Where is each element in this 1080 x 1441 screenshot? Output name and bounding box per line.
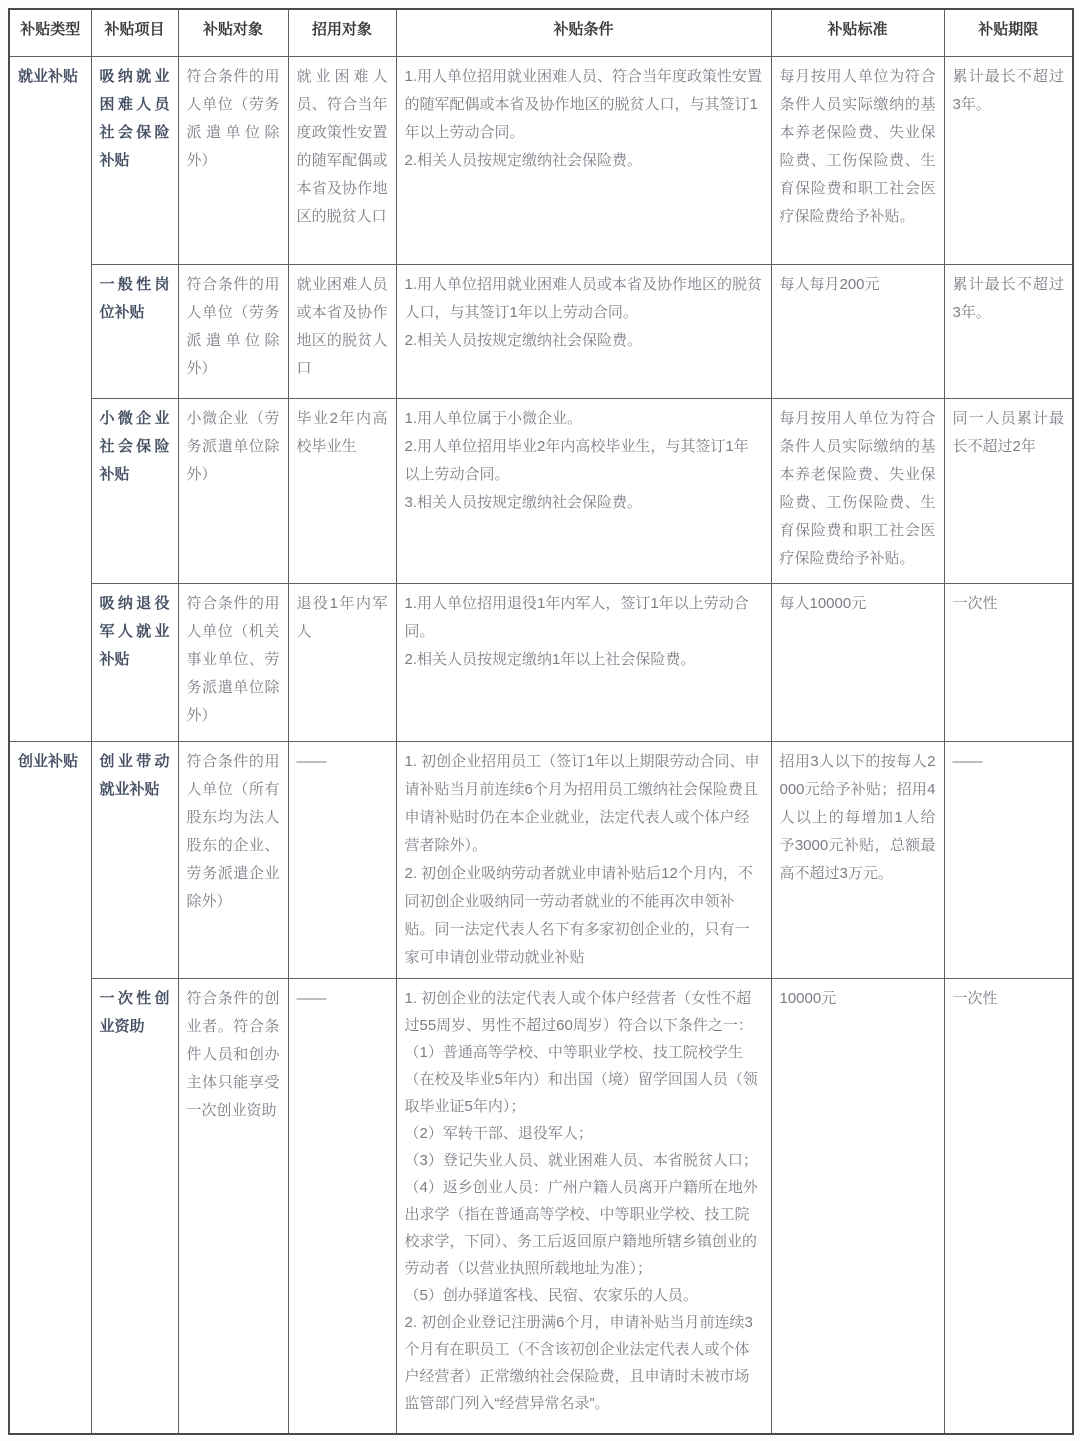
cell-recruit: 毕业2年内高校毕业生 (288, 398, 396, 583)
cell-conditions (396, 264, 771, 398)
cell-standard: 每月按用人单位为符合条件人员实际缴纳的基本养老保险费、失业保险费、工伤保险费、生育保险费和职工社会医疗保险费给予补贴。 (771, 56, 944, 264)
cell-target: 符合条件的用人单位（劳务派遣单位除外） (178, 56, 288, 264)
cell-type-employment: 就业补贴 (9, 56, 91, 741)
table-row (9, 741, 1073, 978)
cell-standard: 每人10000元 (771, 583, 944, 741)
condition-line: 1. 初创企业的法定代表人或个体户经营者（女性不超过55周岁、男性不超过60周岁）符合以下条件之一： (404, 989, 753, 1034)
cell-type-entrepreneurship: 创业补贴 (9, 741, 91, 1434)
cell-target: 小微企业（劳务派遣单位除外） (178, 398, 288, 583)
cell-period: 一次性 (944, 978, 1073, 1434)
cell-recruit: 就业困难人员、符合当年度政策性安置的随军配偶或本省及协作地区的脱贫人口 (288, 56, 396, 264)
table-header-row (9, 9, 1073, 56)
cell-conditions (396, 978, 771, 1434)
header-subsidy-type: 补贴类型 (9, 9, 91, 56)
cell-recruit: 就业困难人员或本省及协作地区的脱贫人口 (288, 264, 396, 398)
subsidy-table (8, 8, 1074, 1435)
condition-line: （4）返乡创业人员：广州户籍人员离开户籍所在地外出求学（指在普通高等学校、中等职业学校、技工院校求学，下同）、务工后返回原户籍地所辖乡镇创业的劳动者（以营业执照所载地址为准）； (404, 1178, 758, 1277)
table-row (9, 264, 1073, 398)
condition-line: （2）军转干部、退役军人； (404, 1124, 593, 1142)
cell-item: 一般性岗位补贴 (91, 264, 178, 398)
cell-period: —— (944, 741, 1073, 978)
header-recruit-target: 招用对象 (288, 9, 396, 56)
cell-recruit: 退役1年内军人 (288, 583, 396, 741)
cell-standard: 每月按用人单位为符合条件人员实际缴纳的基本养老保险费、失业保险费、工伤保险费、生育保险费和职工社会医疗保险费给予补贴。 (771, 398, 944, 583)
cell-target: 符合条件的创业者。符合条件人员和创办主体只能享受一次创业资助 (178, 978, 288, 1434)
cell-period: 一次性 (944, 583, 1073, 741)
cell-conditions (396, 583, 771, 741)
condition-line: 2. 初创企业登记注册满6个月，申请补贴当月前连续3个月有在职员工（不含该初创企业法定代表人或个体户经营者）正常缴纳社会保险费，且申请时未被市场监管部门列入“经营异常名录”。 (404, 1313, 753, 1412)
cell-target: 符合条件的用人单位（机关事业单位、劳务派遣单位除外） (178, 583, 288, 741)
cell-item: 创业带动就业补贴 (91, 741, 178, 978)
condition-line: 1.用人单位招用就业困难人员、符合当年度政策性安置的随军配偶或本省及协作地区的脱贫人口，与其签订1年以上劳动合同。 (404, 67, 763, 141)
condition-line: 2.相关人员按规定缴纳社会保险费。 (404, 151, 643, 169)
header-subsidy-standard: 补贴标准 (771, 9, 944, 56)
condition-line: 1.用人单位属于小微企业。 (404, 409, 583, 427)
condition-line: 2.用人单位招用毕业2年内高校毕业生，与其签订1年以上劳动合同。 (404, 437, 749, 483)
condition-line: （1）普通高等学校、中等职业学校、技工院校学生（在校及毕业5年内）和出国（境）留学回国人员（领取毕业证5年内）； (404, 1043, 758, 1115)
header-subsidy-conditions: 补贴条件 (396, 9, 771, 56)
condition-line: 1.用人单位招用就业困难人员或本省及协作地区的脱贫人口，与其签订1年以上劳动合同。 (404, 275, 763, 321)
condition-line: （5）创办驿道客栈、民宿、农家乐的人员。 (404, 1286, 698, 1304)
cell-standard: 每人每月200元 (771, 264, 944, 398)
condition-line: 1.用人单位招用退役1年内军人，签订1年以上劳动合同。 (404, 594, 749, 640)
cell-item: 小微企业社会保险补贴 (91, 398, 178, 583)
header-subsidy-item: 补贴项目 (91, 9, 178, 56)
condition-line: 2.相关人员按规定缴纳1年以上社会保险费。 (404, 650, 696, 668)
cell-period: 累计最长不超过3年。 (944, 264, 1073, 398)
condition-line: 3.相关人员按规定缴纳社会保险费。 (404, 493, 643, 511)
cell-item: 吸纳就业困难人员社会保险补贴 (91, 56, 178, 264)
cell-target: 符合条件的用人单位（劳务派遣单位除外） (178, 264, 288, 398)
table-row (9, 583, 1073, 741)
condition-line: 2. 初创企业吸纳劳动者就业申请补贴后12个月内，不同初创企业吸纳同一劳动者就业的不能再次申领补贴。同一法定代表人名下有多家初创企业的，只有一家可申请创业带动就业补贴 (404, 864, 753, 966)
cell-item: 吸纳退役军人就业补贴 (91, 583, 178, 741)
condition-line: （3）登记失业人员、就业困难人员、本省脱贫人口； (404, 1151, 758, 1169)
cell-recruit: —— (288, 741, 396, 978)
table-row (9, 978, 1073, 1434)
cell-recruit: —— (288, 978, 396, 1434)
cell-conditions (396, 741, 771, 978)
cell-period: 同一人员累计最长不超过2年 (944, 398, 1073, 583)
cell-standard: 10000元 (771, 978, 944, 1434)
condition-line: 2.相关人员按规定缴纳社会保险费。 (404, 331, 643, 349)
cell-item: 一次性创业资助 (91, 978, 178, 1434)
cell-conditions (396, 398, 771, 583)
table-row (9, 398, 1073, 583)
cell-period: 累计最长不超过3年。 (944, 56, 1073, 264)
cell-standard: 招用3人以下的按每人2000元给予补贴；招用4人以上的每增加1人给予3000元补贴，总额最高不超过3万元。 (771, 741, 944, 978)
cell-conditions (396, 56, 771, 264)
table-row (9, 56, 1073, 264)
header-subsidy-period: 补贴期限 (944, 9, 1073, 56)
condition-line: 1. 初创企业招用员工（签订1年以上期限劳动合同、申请补贴当月前连续6个月为招用员工缴纳社会保险费且申请补贴时仍在本企业就业，法定代表人或个体户经营者除外）。 (404, 752, 760, 854)
header-subsidy-target: 补贴对象 (178, 9, 288, 56)
cell-target: 符合条件的用人单位（所有股东均为法人股东的企业、劳务派遣企业除外） (178, 741, 288, 978)
